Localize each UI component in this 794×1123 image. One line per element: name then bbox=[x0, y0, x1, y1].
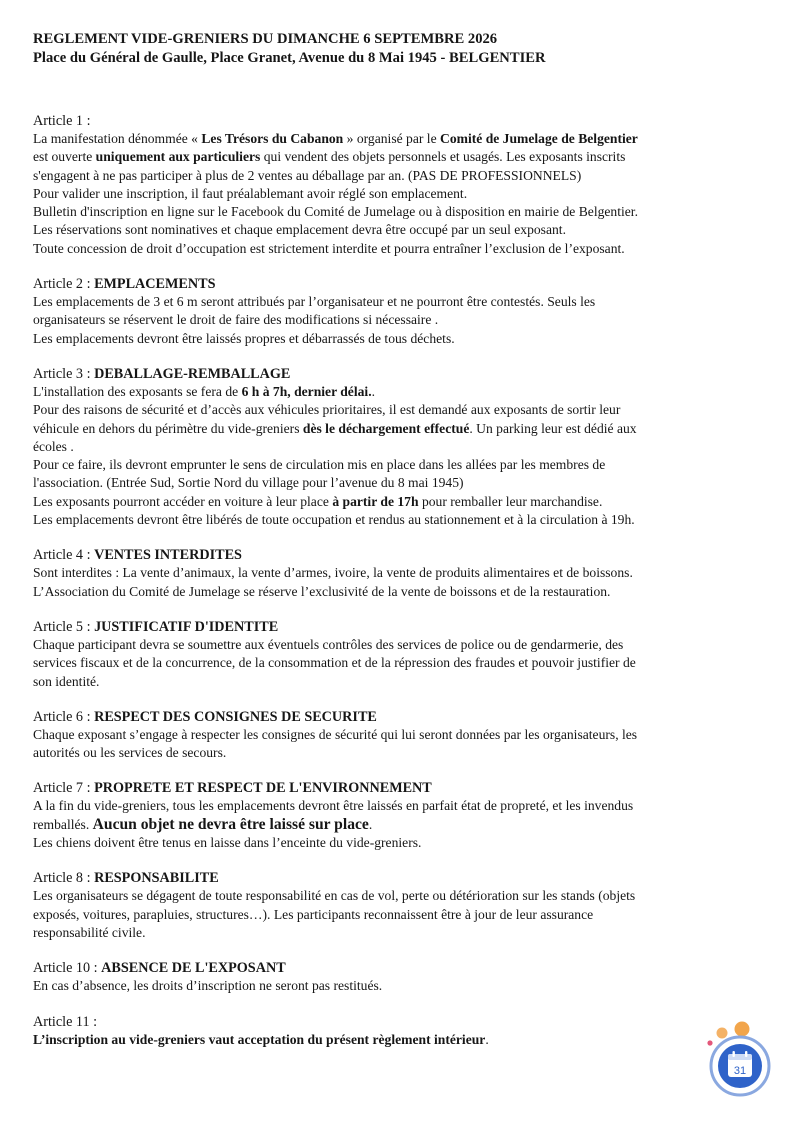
text-segment: . bbox=[485, 1031, 489, 1047]
article-label: Article 7 : bbox=[33, 780, 95, 797]
article-title bbox=[33, 869, 749, 887]
text-segment: Chaque exposant s’engage à respecter les consignes de sécurité qui lui seront données par les organisateurs, les bbox=[33, 726, 638, 742]
article-line bbox=[33, 420, 749, 438]
article-line bbox=[33, 330, 749, 348]
article-1 bbox=[33, 112, 749, 258]
article-7 bbox=[33, 779, 749, 852]
text-segment: A la fin du vide-greniers, tous les emplacements devront être laissés en parfait état de propreté, et les invendus bbox=[33, 798, 634, 814]
article-label: Article 10 : bbox=[33, 960, 102, 977]
article-line bbox=[33, 401, 749, 419]
article-label: Article 2 : bbox=[33, 276, 95, 293]
article-10 bbox=[33, 1013, 749, 1049]
article-title bbox=[33, 546, 749, 564]
articles-list bbox=[33, 112, 749, 1049]
decor-dot-pink bbox=[707, 1040, 712, 1045]
article-line bbox=[33, 744, 749, 762]
bold-text: L’inscription au vide-greniers vaut acceptation du présent règlement intérieur bbox=[33, 1031, 486, 1047]
article-label: Article 8 : bbox=[33, 870, 95, 887]
article-line bbox=[33, 816, 749, 834]
article-title bbox=[33, 959, 749, 977]
article-title bbox=[33, 708, 749, 726]
text-segment: Pour ce faire, ils devront emprunter le sens de circulation mis en place dans les allées par les membres de bbox=[33, 457, 606, 473]
text-segment: Les réservations sont nominatives et chaque emplacement devra être occupé par un seul exposant. bbox=[33, 222, 566, 238]
article-line bbox=[33, 673, 749, 691]
article-4 bbox=[33, 546, 749, 601]
article-line bbox=[33, 564, 749, 582]
text-segment: Les exposants pourront accéder en voiture à leur place bbox=[33, 493, 333, 509]
text-segment: La manifestation dénommée « bbox=[33, 131, 202, 146]
bold-text: à partir de 17h bbox=[332, 493, 419, 509]
article-line bbox=[33, 906, 749, 924]
bold-text: Aucun objet ne devra être laissé sur place bbox=[92, 815, 369, 833]
article-line bbox=[33, 456, 749, 474]
article-title bbox=[33, 779, 749, 797]
article-9 bbox=[33, 959, 749, 995]
text-segment: . bbox=[371, 383, 375, 399]
article-line bbox=[33, 167, 749, 185]
text-segment: Les organisateurs se dégagent de toute responsabilité en cas de vol, perte ou détérioration sur les stands (objets bbox=[33, 888, 636, 904]
calendar-day-number: 31 bbox=[733, 1065, 747, 1077]
text-segment: Les emplacements devront être libérés de toute occupation et rendus au stationnement et à la circulation à 19h. bbox=[33, 512, 635, 528]
article-6 bbox=[33, 708, 749, 763]
bold-text: 6 h à 7h, dernier délai. bbox=[241, 383, 372, 399]
text-segment: » organisé par le bbox=[343, 131, 441, 146]
article-line bbox=[33, 293, 749, 311]
article-2 bbox=[33, 275, 749, 348]
text-segment: Pour valider une inscription, il faut préalablemant avoir réglé son emplacement. bbox=[33, 185, 468, 201]
bold-text: Les Trésors du Cabanon bbox=[201, 131, 344, 146]
text-segment: écoles . bbox=[33, 438, 74, 454]
article-line bbox=[33, 1031, 749, 1049]
text-segment: Sont interdites : La vente d’animaux, la vente d’armes, ivoire, la vente de produits alimentaires et de boissons. bbox=[33, 565, 633, 581]
article-line bbox=[33, 130, 749, 148]
text-segment: son identité. bbox=[33, 673, 100, 689]
title-line-1: REGLEMENT VIDE-GRENIERS DU DIMANCHE 6 SEPTEMBRE 2026 bbox=[33, 31, 498, 47]
text-segment: En cas d’absence, les droits d’inscription ne seront pas restitués. bbox=[33, 978, 383, 994]
calendar-ring-right bbox=[745, 1051, 747, 1057]
article-line bbox=[33, 887, 749, 905]
text-segment: qui vendent des objets personnels et usagés. Les exposants inscrits bbox=[260, 149, 626, 165]
article-line bbox=[33, 977, 749, 995]
decor-dot-orange-large bbox=[735, 1022, 750, 1037]
text-segment: Toute concession de droit d’occupation est strictement interdite et pourra entraîner l’exclusion de l’exposant. bbox=[33, 240, 625, 256]
article-line bbox=[33, 924, 749, 942]
article-heading: ABSENCE DE L'EXPOSANT bbox=[101, 960, 286, 977]
article-8 bbox=[33, 869, 749, 942]
text-segment: L’Association du Comité de Jumelage se réserve l’exclusivité de la vente de boissons et de la restauration. bbox=[33, 583, 611, 599]
article-heading: RESPONSABILITE bbox=[94, 870, 219, 887]
article-heading: EMPLACEMENTS bbox=[94, 276, 216, 293]
text-segment: L'installation des exposants se fera de bbox=[33, 383, 242, 399]
text-segment: pour remballer leur marchandise. bbox=[418, 493, 603, 509]
document-page bbox=[33, 30, 749, 1066]
bold-text: dès le déchargement effectué bbox=[302, 420, 470, 436]
article-heading: RESPECT DES CONSIGNES DE SECURITE bbox=[94, 708, 377, 725]
article-line bbox=[33, 797, 749, 815]
text-segment: Pour des raisons de sécurité et d’accès aux véhicules prioritaires, il est demandé aux exposants de sortir leur bbox=[33, 402, 621, 418]
article-3 bbox=[33, 365, 749, 529]
article-title bbox=[33, 365, 749, 383]
text-segment: véhicule en dehors du périmètre du vide-greniers bbox=[33, 420, 303, 436]
text-segment: Les chiens doivent être tenus en laisse dans l’enceinte du vide-greniers. bbox=[33, 835, 422, 851]
article-line bbox=[33, 583, 749, 601]
calendar-icon[interactable] bbox=[700, 1018, 780, 1098]
text-segment: est ouverte bbox=[33, 149, 96, 165]
text-segment: organisateurs se réservent le droit de faire des modifications si nécessaire . bbox=[33, 312, 439, 328]
text-segment: l'association. (Entrée Sud, Sortie Nord du village pour l’avenue du 8 mai 1945) bbox=[33, 475, 464, 491]
text-segment: Les emplacements devront être laissés propres et débarrassés de tous déchets. bbox=[33, 330, 455, 346]
bold-text: Comité de Jumelage de Belgentier bbox=[440, 131, 638, 146]
article-line bbox=[33, 203, 749, 221]
text-segment: Bulletin d'inscription en ligne sur le Facebook du Comité de Jumelage ou à disposition en mairie de Belgentier. bbox=[33, 204, 638, 220]
text-segment: services fiscaux et de la concurrence, de la consommation et de la répression des fraudes et pouvoir justifier de bbox=[33, 655, 636, 671]
article-title bbox=[33, 112, 749, 130]
article-title bbox=[33, 618, 749, 636]
text-segment: responsabilité civile. bbox=[33, 924, 146, 940]
text-segment: remballés. bbox=[33, 816, 93, 832]
article-line bbox=[33, 474, 749, 492]
article-title bbox=[33, 1013, 749, 1031]
article-line bbox=[33, 726, 749, 744]
article-5 bbox=[33, 618, 749, 691]
article-label: Article 6 : bbox=[33, 708, 95, 725]
text-segment: . bbox=[368, 816, 373, 832]
calendar-ring-left bbox=[733, 1051, 735, 1057]
article-label: Article 3 : bbox=[33, 365, 95, 382]
article-title bbox=[33, 275, 749, 293]
article-label: Article 1 : bbox=[33, 113, 91, 129]
article-label: Article 5 : bbox=[33, 618, 95, 635]
calendar-header bbox=[728, 1054, 752, 1060]
text-segment: . Un parking leur est dédié aux bbox=[469, 420, 637, 436]
text-segment: Les emplacements de 3 et 6 m seront attribués par l’organisateur et ne pourront être contestés. Seuls les bbox=[33, 294, 596, 310]
article-line bbox=[33, 438, 749, 456]
decor-dot-orange-small bbox=[717, 1028, 728, 1039]
text-segment: s'engagent à ne pas participer à plus de 2 ventes au déballage par an. (PAS DE PROFESSIONNELS) bbox=[33, 167, 582, 183]
article-label: Article 11 : bbox=[33, 1013, 98, 1030]
article-line bbox=[33, 311, 749, 329]
article-line bbox=[33, 221, 749, 239]
article-label: Article 4 : bbox=[33, 547, 95, 564]
article-line bbox=[33, 834, 749, 852]
article-line bbox=[33, 636, 749, 654]
article-line bbox=[33, 493, 749, 511]
text-segment: exposés, voitures, parapluies, structures…). Les participants reconnaissent être à jour de leur assurance bbox=[33, 906, 594, 922]
article-line bbox=[33, 654, 749, 672]
article-line bbox=[33, 148, 749, 166]
article-heading: DEBALLAGE-REMBALLAGE bbox=[94, 365, 291, 382]
article-line bbox=[33, 383, 749, 401]
title-line-2: Place du Général de Gaulle, Place Granet, Avenue du 8 Mai 1945 - BELGENTIER bbox=[33, 50, 546, 66]
bold-text: uniquement aux particuliers bbox=[95, 149, 261, 165]
text-segment: autorités ou les services de secours. bbox=[33, 745, 227, 761]
article-line bbox=[33, 511, 749, 529]
article-line bbox=[33, 185, 749, 203]
article-heading: VENTES INTERDITES bbox=[94, 547, 242, 564]
article-heading: JUSTIFICATIF D'IDENTITE bbox=[94, 618, 279, 635]
article-line bbox=[33, 240, 749, 258]
calendar-widget[interactable] bbox=[700, 1018, 780, 1098]
text-segment: Chaque participant devra se soumettre aux éventuels contrôles des services de police ou de gendarmerie, des bbox=[33, 636, 624, 652]
article-heading: PROPRETE ET RESPECT DE L'ENVIRONNEMENT bbox=[94, 780, 432, 797]
